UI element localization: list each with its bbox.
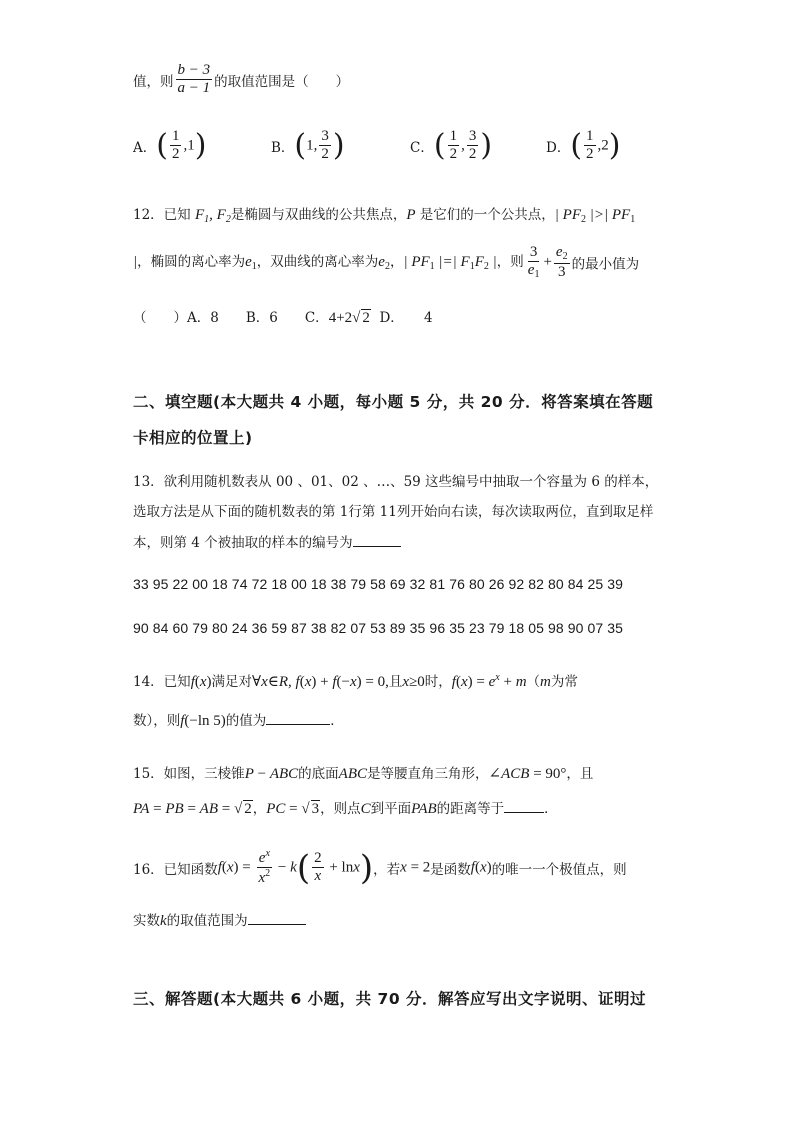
- section-2-title: 二、填空题(本大题共 4 小题，每小题 5 分，共 20 分．将答案填在答题: [133, 393, 654, 411]
- q14-answer-blank[interactable]: [266, 711, 330, 725]
- q16-line-1: 16．已知函数f(x) = $\frac{e^x}{x^2}$ − k( $\frac{2}{x}$ + lnx)，若x = 2是函数f(x)的唯一一个极值点，则: [133, 847, 627, 888]
- q12-option-c-value: 4+2: [328, 310, 353, 326]
- section-3-title: 三、解答题(本大题共 6 小题，共 70 分．解答应写出文字说明、证明过: [133, 990, 647, 1008]
- q14-line-1: 14．已知f(x)满足对∀x∈R, f(x) + f(−x) = 0,且x≥0时，$f(x) = e^x + m(m$为常: [133, 672, 578, 690]
- q12-line-1: 12．已知 $F_1$, $F_2$是椭圆与双曲线的公共焦点，P 是它们的一个公共点，| $PF_2$ |>| $PF_1$: [133, 207, 636, 225]
- q12-option-d: D． 4: [379, 310, 433, 326]
- q11-prefix: 值，则: [133, 73, 174, 90]
- q11-option-b[interactable]: B．(1, $\frac{3}{2}$ ): [271, 127, 345, 163]
- q11-frac-den: a − 1: [177, 80, 211, 97]
- random-table-row-1: 33 95 22 00 18 74 72 18 00 18 38 79 58 69 32 81 76 80 26 92 82 80 84 25 39: [133, 576, 624, 592]
- q16-answer-blank[interactable]: [248, 911, 306, 925]
- q13-answer-blank[interactable]: [353, 533, 401, 547]
- q16-line-2: 实数k的取值范围为: [133, 909, 306, 930]
- q13-line-3: 本，则第 4 个被抽取的样本的编号为: [133, 531, 401, 551]
- q15-line-2: PA = PB = AB = √ 2，PC = √ 3，则点C到平面PAB的距离等于 ．: [133, 801, 558, 817]
- q12-condition: | $PF_2$ |>| $PF_1$: [554, 207, 636, 225]
- q11-option-d[interactable]: D．( $\frac{1}{2}$ ,2): [546, 127, 621, 163]
- q12-line-3: （ ）A．8 B．6 C．4+2√ 2 D． 4: [133, 310, 433, 326]
- q11-stem: [133, 62, 349, 98]
- q14-line-2: 数），则f(−ln 5)的值为 ．: [133, 713, 344, 729]
- q12-line-2: |，椭圆的离心率为$e_1$，双曲线的离心率为$e_2$，| $PF_1$ |=| $F_1F_2$ |，则 $\frac{3}{e_1}$ + $\frac{e_2}{3}$ 的最小值为: [133, 244, 640, 281]
- q12-expression: $\frac{3}{e_1}$: [527, 244, 540, 281]
- q13-line-2: 选取方法是从下面的随机数表的第 1行第 11列开始向右读，每次读取两位，直到取足样: [133, 504, 654, 520]
- q11-option-a[interactable]: A．( $\frac{1}{2}$ ,1): [133, 127, 207, 163]
- q11-fraction: [176, 62, 213, 98]
- q15-answer-blank[interactable]: [504, 799, 544, 813]
- q11-suffix: 的取值范围是（ ）: [214, 73, 350, 90]
- q13-line-1: 13．欲利用随机数表从 00 、01、02 、…、59 这些编号中抽取一个容量为 6 的样本，: [133, 474, 659, 490]
- q15-line-1: 15．如图，三棱锥P − ABC的底面ABC是等腰直角三角形，∠ACB = 90°，且: [133, 766, 594, 782]
- q11-options: [133, 128, 653, 172]
- random-table-row-2: 90 84 60 79 80 24 36 59 87 38 82 07 53 89 35 96 35 23 79 18 05 98 90 07 35: [133, 620, 624, 636]
- q12-equality: | $PF_1$ |=| $F_1F_2$ |: [403, 253, 497, 272]
- section-2-title-cont: 卡相应的位置上): [133, 429, 253, 447]
- q11-frac-num: b − 3: [176, 62, 213, 80]
- q11-option-c[interactable]: C．( $\frac{1}{2}$ , $\frac{3}{2}$ ): [410, 127, 493, 163]
- q12-foci: $F_1$, $F_2$: [194, 207, 231, 225]
